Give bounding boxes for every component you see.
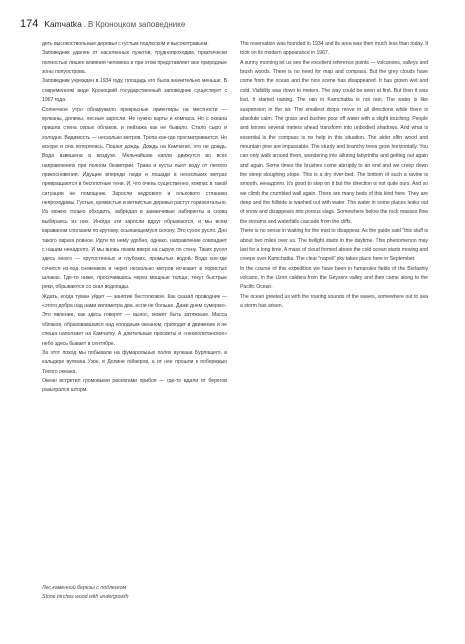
photo-caption: [42, 584, 227, 603]
en-paragraph: The reservation was founded in 1934 and its area was then much less than today. It took on its modern appearance in 1967.: [240, 41, 428, 57]
english-text-column: [240, 40, 428, 311]
caption-english: Stone birches wood with undergrowth: [42, 594, 129, 601]
ru-paragraph: Солнечное утро обнаружило прекрасные ориентиры на местности — вулканы, долины, лесные заросли. Не нужно карты и компаса. Но с океана пришла стена серых облаков, и пейзажа как не бывало. Стало сыро и холодно. Видимость — несколько метров. Тропа кое-где просматривается. Но вскоре и она потерялась. Пошел дождь. Дождь на Камчатке, это не дождь. Вода взвешена в воздухе. Мельчайшие капли движутся во всех направлениях при полном безветрии. Трава и кусты льют воду от легкого прикосновения. Идущие впереди люди и лошади в нескольких метрах превращаются в бесплотные тени. И, что очень существенно, компас в такой ситуации не помощник. Заросли кедрового и ольхового стланика непроходимы. Густые, кряжистые и ветвистые деревья растут горизонтально. Из можно только обходить, забредая в заманчивые лабиринты и снова выбираясь из них. Иногда эти заросли вдруг обрываются, и мы всем караваном сползаем по крутому, осыпающемуся склону. Это сухое русло. Дно такого оврага ровное. Идти по нему удобно, однако, направление совпадает с нашим ненадолго. И мы вновь лезем вверх на сырую по стену. Таких русел здесь много — крутостенных и глубоких, промытых водой. Вода кое-где сочится из-под снежников и через несколько метров исчезает в пористых шлаках. Где-то ниже, просочившись через мощные толщи, текут быстрые реки, обрываются со скал водопады.: [42, 106, 228, 291]
ru-paragraph: деть высокоствольные деревья с густым подлеском и высокотравьем.: [42, 41, 209, 47]
header-separator: .: [83, 20, 87, 29]
running-header: [20, 18, 450, 34]
ru-paragraph: Заповедник учрежден в 1934 году, площадь его была значительно меньше. В современном виде Кроноцкий государственный заповедник существует с 1967 года.: [42, 78, 227, 104]
header-title: Kamчatka: [44, 19, 82, 29]
en-paragraph: In the course of this expedition we have been in fumaroles fields of the Burlashiy volcano, in the Uzon caldera from the Geysers valley and then came along to the Pacific Ocean.: [240, 265, 428, 291]
header-subtitle: В Кроноцком заповеднике: [88, 20, 186, 29]
page-number: 174: [20, 18, 39, 30]
ru-paragraph: Ждать, когда туман уйдет — занятие бестолковое. Как сказал проводник — «этого добра над нами километра два, если не больше. Даже днем сумерки». Это явление, как здесь говорят — вынос, может быть затяжным. Масса облаков, образовавшаяся над холодным океаном, приходит в движение и не спеша наползает на Камчатку. А длительные просветы и «неаполитанское» небо здесь бывает в сентябре.: [42, 293, 227, 347]
en-paragraph: A sunny morning let us see the excellent reference points — volcanoes, valleys and brush woods. There is no need for map and compass. But the grey clouds have come from the ocean and the nice scene has disappeared. It has grown wet and cold. Visibility was down to meters. The way could be seen at first. But then it was lost. It started raining. The rain in Kamchatka is not rain. The water is like suspension in the air. The smallest drops move in all directions while there is absolute calm. The grass and bushes pour off water with a slight touching. People and horses several meters ahead transform into unbodied shadows. And what is essential is the compass is no help in this situation. The alder elfin wood and mountain pine are impassable. The sturdy and branchy trees grow horizontally. You can only walk around them, wandering into alluring labyrinths and getting out again and again. Some times the brushes come abruptly to an end and we creep down the steep sloughing slope. This is a dry river-bed. The bottom of such a ravine is smooth, ненадолго. It's good to step on it but the direction is not quite ours. And so we climb the crumbled wall again. There are many beds of this kind here. They are deep and the hillside is washed out with water. The water in some places leaks out of snow and disappears into porous slags. Somewhere below the rock masses flow the streams and waterfalls cascade from the cliffs.: [240, 59, 428, 225]
en-paragraph: The ocean greeted us with the roaring sounds of the waves, somewhere out to sea a storm has arisen.: [240, 293, 428, 310]
ru-paragraph: Океан встретил громовыми раскатами прибоя — где-то вдали от берегов разыгрался шторм.: [42, 377, 227, 394]
ru-paragraph: За этот поход мы побывали на фумарольных полях вулкана Бурлящего, в кальдере вулкана Узон, в Долине гейзеров, а от нее прошли к побережью Тихого океана.: [42, 349, 227, 375]
en-paragraph: There is no sense in waiting for the mist to disappear. As the guide said "this stuff is about two miles over us. The twilight starts in the daytime. This phenomenon may last for a long time. A mass of cloud formed above the cold ocean starts moving and creeps over Kamchatka. The clear "napoli" sky takes place here in September.: [240, 228, 428, 263]
russian-text-column: [42, 40, 227, 396]
caption-russian: Лес каменной березы с подлеском: [42, 585, 127, 591]
ru-paragraph: Заповедник удален от населенных пунктов, труднопроходим, практически полностью лишен влияния человека и при этом представляет все природные зоны полуострова.: [42, 50, 227, 76]
